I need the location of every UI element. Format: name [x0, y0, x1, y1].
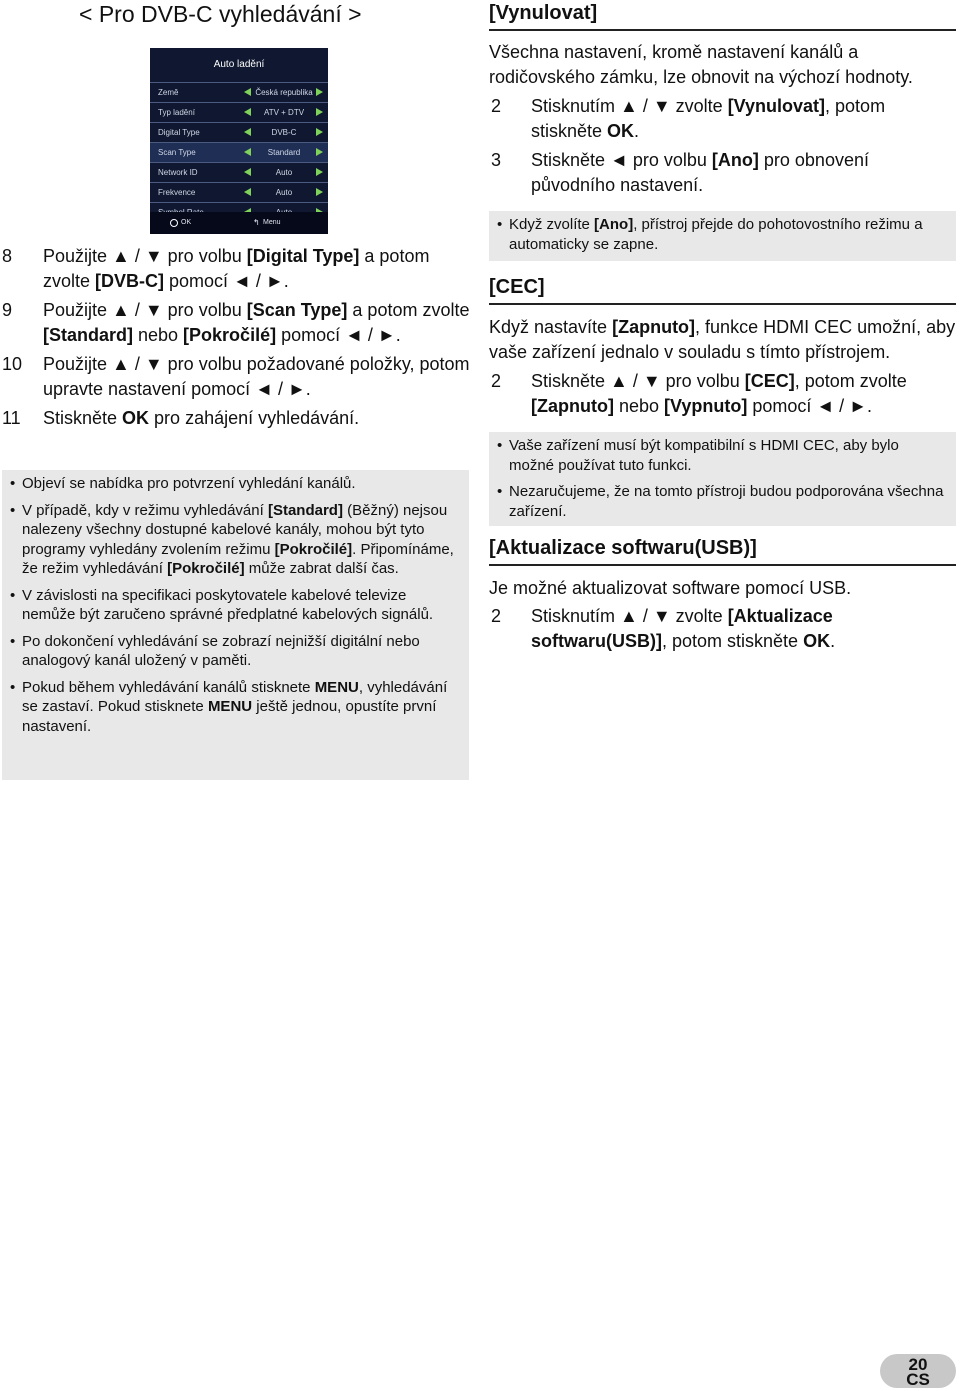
note-bold: [Ano] — [594, 216, 634, 233]
step-bold: [CEC] — [744, 371, 795, 391]
note-bold: MENU — [207, 698, 253, 715]
step-text: , potom zvolte — [794, 371, 907, 391]
note-text: Objeví se nabídka pro potvrzení vyhledání kanálů. — [22, 475, 356, 492]
step-bold: [Scan Type] — [246, 300, 348, 320]
menu-row-label: Frekvence — [158, 188, 196, 197]
step-bold: [Vynulovat] — [727, 96, 826, 116]
ok-button-icon — [170, 219, 178, 227]
step-text: pomocí ◄ / ►. — [164, 270, 289, 291]
step-10 — [0, 352, 470, 401]
page-number-badge — [880, 1354, 956, 1388]
cec-intro — [489, 315, 959, 364]
note-item — [497, 436, 946, 475]
para-text: Když nastavíte — [489, 317, 613, 337]
step-text: Použijte ▲ / ▼ pro volbu požadované položky, potom upravte nastavení pomocí ◄ / ►. — [43, 354, 470, 399]
note-item — [497, 482, 946, 521]
notes-list — [10, 474, 459, 736]
reset-step-3 — [489, 148, 956, 197]
section-divider — [489, 564, 956, 566]
step-bold: [Aktualizace softwaru(USB)] — [531, 606, 833, 651]
step-bold: OK — [607, 120, 635, 141]
note-text: Když zvolíte — [509, 216, 595, 233]
menu-rows — [150, 82, 328, 223]
section-title-cec: [CEC] — [489, 276, 545, 298]
step-text: , potom stiskněte — [662, 630, 804, 651]
tv-menu-auto-tuning — [150, 48, 328, 234]
step-text: pomocí ◄ / ►. — [276, 324, 401, 345]
note-item — [10, 632, 459, 671]
update-intro: Je možné aktualizovat software pomocí USB. — [489, 578, 852, 598]
update-step-2 — [489, 604, 956, 653]
menu-row-value: Auto — [275, 188, 293, 197]
step-bold: [Zapnuto] — [531, 395, 614, 416]
note-text: Po dokončení vyhledávání se zobrazí nejnižší digitální nebo analogový kanál uložený v paměti. — [22, 632, 420, 669]
step-11 — [0, 406, 470, 431]
step-bold: OK — [122, 408, 150, 428]
note-text: V závislosti na specifikaci poskytovatele kabelové televize nemůže být zaručeno správné předplatné kabelových signálů. — [22, 586, 434, 623]
note-text: může zabrat další čas. — [244, 560, 399, 577]
para-text: , funkce HDMI CEC umožní, aby vaše zařízení jednalo v souladu s tímto přístrojem. — [489, 317, 956, 362]
note-bold: [Standard] — [267, 501, 343, 519]
step-number: 2 — [491, 606, 502, 626]
steps-list-left — [0, 244, 470, 436]
right-arrow-icon — [316, 88, 323, 96]
section-title-dvbc: < Pro DVB-C vyhledávání > — [79, 1, 362, 27]
step-number: 2 — [491, 96, 502, 116]
menu-row-country — [150, 83, 328, 103]
menu-row-scan-type — [150, 143, 328, 163]
reset-step-2 — [489, 94, 956, 143]
menu-row-label: Země — [158, 88, 179, 97]
step-text: a potom zvolte — [43, 246, 430, 291]
menu-row-value: ATV + DTV — [263, 108, 305, 117]
note-text: Vaše zařízení musí být kompatibilní s HDMI CEC, aby bylo možné používat tuto funkci. — [509, 437, 899, 474]
menu-row-network-id — [150, 163, 328, 183]
note-text: V případě, kdy v režimu vyhledávání — [22, 501, 268, 519]
cec-step-2 — [489, 369, 956, 418]
menu-row-label: Scan Type — [158, 148, 196, 157]
notes-box-left — [2, 470, 469, 780]
step-text: Stiskněte ▲ / ▼ pro volbu — [531, 371, 745, 391]
note-item — [10, 501, 459, 579]
left-arrow-icon — [244, 148, 251, 156]
menu-header: Auto ladění — [213, 59, 265, 70]
left-arrow-icon — [244, 188, 251, 196]
notes-list — [497, 436, 946, 521]
note-text: ještě jednou, opustíte první nastavení. — [22, 698, 437, 735]
page-number: 20 — [908, 1355, 928, 1374]
left-arrow-icon — [244, 88, 251, 96]
step-text: nebo — [133, 324, 184, 345]
note-item — [10, 678, 459, 737]
step-text: a potom zvolte — [347, 300, 470, 320]
notes-box-reset — [489, 211, 956, 261]
page-language: CS — [906, 1370, 930, 1389]
footer-ok-label: OK — [181, 219, 192, 226]
notes-box-cec — [489, 432, 956, 526]
note-bold: [Pokročilé] — [274, 540, 353, 558]
step-8 — [0, 244, 470, 293]
section-title-reset: [Vynulovat] — [489, 2, 598, 24]
step-bold: [Standard] — [43, 324, 133, 345]
note-item — [10, 586, 459, 625]
step-bold: [Ano] — [711, 150, 759, 170]
note-bold: [Pokročilé] — [167, 560, 245, 577]
step-number: 2 — [491, 371, 502, 391]
step-text: Použijte ▲ / ▼ pro volbu — [43, 300, 247, 320]
step-text: . — [634, 120, 640, 141]
step-text: pro obnovení původního nastavení. — [531, 150, 869, 195]
note-text: , vyhledávání se zastaví. Pokud stisknete — [22, 678, 448, 715]
notes-list — [497, 215, 946, 254]
left-arrow-icon — [244, 108, 251, 116]
menu-row-label: Typ ladění — [158, 108, 195, 117]
right-arrow-icon — [316, 168, 323, 176]
step-text: Stiskněte — [43, 408, 123, 428]
para-bold: [Zapnuto] — [612, 317, 696, 337]
step-text: pro zahájení vyhledávání. — [149, 408, 360, 428]
note-text: (Běžný) nejsou nalezeny všechny dostupné kabelové kanály, mohou být tyto programy vyhledány zvolením režimu — [22, 501, 448, 558]
menu-row-value: Standard — [267, 148, 301, 157]
step-bold: OK — [803, 630, 831, 651]
reset-intro: Všechna nastavení, kromě nastavení kanálů a rodičovského zámku, lze obnovit na výchozí hodnoty. — [489, 42, 913, 87]
step-bold: [DVB-C] — [95, 270, 165, 291]
back-arrow-icon: ↰ — [253, 218, 260, 227]
step-number: 3 — [491, 150, 502, 170]
note-item — [10, 474, 459, 494]
left-arrow-icon — [244, 168, 251, 176]
menu-row-value: Auto — [275, 168, 293, 177]
right-arrow-icon — [316, 148, 323, 156]
step-bold: [Pokročilé] — [183, 324, 277, 345]
menu-row-frequency — [150, 183, 328, 203]
left-arrow-icon — [244, 128, 251, 136]
section-divider — [489, 29, 956, 31]
right-arrow-icon — [316, 108, 323, 116]
section-title-software-update: [Aktualizace softwaru(USB)] — [489, 537, 757, 559]
right-arrow-icon — [316, 128, 323, 136]
menu-row-tuning-type — [150, 103, 328, 123]
right-arrow-icon — [316, 188, 323, 196]
menu-row-digital-type — [150, 123, 328, 143]
step-bold: [Digital Type] — [246, 246, 360, 266]
step-bold: [Vypnuto] — [664, 395, 748, 416]
step-text: pomocí ◄ / ►. — [747, 395, 872, 416]
note-text: , přístroj přejde do pohotovostního režimu a automaticky se zapne. — [509, 216, 923, 253]
step-text: nebo — [613, 395, 665, 416]
footer-menu-label: Menu — [263, 219, 281, 226]
step-number: 8 — [2, 246, 13, 266]
note-text: . Připomínáme, že režim vyhledávání — [22, 540, 454, 577]
step-text: Stisknutím ▲ / ▼ zvolte — [531, 606, 728, 626]
step-number: 9 — [2, 300, 13, 320]
menu-row-value: DVB-C — [271, 128, 297, 137]
note-bold: MENU — [314, 678, 359, 696]
menu-row-label: Digital Type — [158, 128, 200, 137]
note-item — [497, 215, 946, 254]
step-9 — [0, 298, 470, 347]
step-text: Stisknutím ▲ / ▼ zvolte — [531, 96, 728, 116]
menu-row-value: Česká republika — [255, 88, 313, 97]
section-divider — [489, 303, 956, 305]
step-text: , potom stiskněte — [531, 96, 886, 141]
step-number: 10 — [2, 354, 23, 374]
menu-footer — [150, 212, 328, 234]
step-text: Stiskněte ◄ pro volbu — [531, 150, 712, 170]
menu-row-label: Network ID — [158, 168, 198, 177]
note-text: Pokud během vyhledávání kanálů stisknete — [22, 678, 315, 696]
step-text: . — [830, 630, 836, 651]
note-text: Nezaručujeme, že na tomto přístroji budou podporována všechna zařízení. — [509, 483, 944, 520]
step-number: 11 — [2, 408, 21, 428]
step-text: Použijte ▲ / ▼ pro volbu — [43, 246, 247, 266]
